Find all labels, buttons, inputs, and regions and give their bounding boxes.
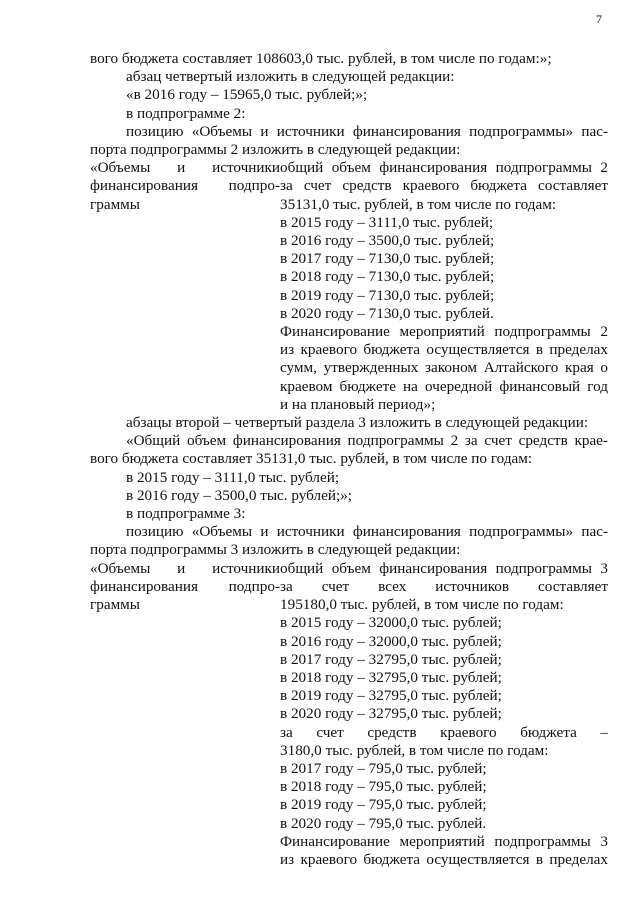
paragraph-line: порта подпрограммы 2 изложить в следующей редакции: bbox=[90, 141, 461, 159]
table-value-line: в 2020 году – 32795,0 тыс. рублей; bbox=[280, 705, 502, 723]
paragraph-line: в 2016 году – 3500,0 тыс. рублей;»; bbox=[126, 486, 353, 504]
table-value-line: в 2019 году – 795,0 тыс. рублей; bbox=[280, 796, 487, 814]
table-value-line: в 2016 году – 3500,0 тыс. рублей; bbox=[280, 232, 495, 250]
paragraph-line: в подпрограмме 2: bbox=[126, 104, 246, 122]
table-value-line: из краевого бюджета осуществляется в пределах bbox=[280, 850, 608, 868]
table-value-line: и на плановый период»; bbox=[280, 395, 436, 413]
paragraph-line: в подпрограмме 3: bbox=[126, 505, 246, 523]
table-value-line: сумм, утвержденных законом Алтайского края о bbox=[280, 359, 608, 377]
table-label-cell bbox=[90, 560, 280, 869]
table-label-line: финансирования подпро- bbox=[90, 177, 280, 195]
table-value-line: в 2018 году – 795,0 тыс. рублей; bbox=[280, 778, 487, 796]
table-value-line: в 2017 году – 7130,0 тыс. рублей; bbox=[280, 250, 495, 268]
paragraph-line: в 2015 году – 3111,0 тыс. рублей; bbox=[126, 468, 340, 486]
document-body bbox=[90, 50, 608, 869]
table-value-line: в 2020 году – 795,0 тыс. рублей. bbox=[280, 814, 487, 832]
paragraph-line: позицию «Объемы и источники финансирования подпрограммы» пас- bbox=[126, 122, 608, 140]
paragraph-line: «Общий объем финансирования подпрограммы 2 за счет средств крае- bbox=[126, 432, 608, 450]
table-value-line: Финансирование мероприятий подпрограммы 3 bbox=[280, 832, 608, 850]
table-value-line: в 2015 году – 32000,0 тыс. рублей; bbox=[280, 614, 502, 632]
paragraph-line: вого бюджета составляет 108603,0 тыс. рублей, в том числе по годам:»; bbox=[90, 50, 552, 67]
table-value-line: 195180,0 тыс. рублей, в том числе по годам: bbox=[280, 596, 564, 614]
table-value-line: в 2017 году – 795,0 тыс. рублей; bbox=[280, 759, 487, 777]
table-label-line: граммы bbox=[90, 195, 140, 213]
table-value-line: за счет всех источников составляет bbox=[280, 577, 608, 595]
table-value-line: в 2016 году – 32000,0 тыс. рублей; bbox=[280, 632, 502, 650]
passport-table-subprogram-3 bbox=[90, 560, 608, 869]
table-label-line: граммы bbox=[90, 596, 140, 614]
table-value-line: краевом бюджете на очередной финансовый год bbox=[280, 377, 608, 395]
table-label-line: «Объемы и источники bbox=[90, 159, 280, 177]
table-value-line: в 2015 году – 3111,0 тыс. рублей; bbox=[280, 213, 494, 231]
table-label-line: финансирования подпро- bbox=[90, 577, 280, 595]
paragraph-line: порта подпрограммы 3 изложить в следующей редакции: bbox=[90, 541, 461, 559]
table-value-line: 35131,0 тыс. рублей, в том числе по годам: bbox=[280, 195, 557, 213]
paragraph-line: абзацы второй – четвертый раздела 3 изложить в следующей редакции: bbox=[126, 414, 589, 432]
table-value-line: в 2017 году – 32795,0 тыс. рублей; bbox=[280, 650, 502, 668]
table-value-line: 3180,0 тыс. рублей, в том числе по годам: bbox=[280, 741, 549, 759]
table-label-line: «Объемы и источники bbox=[90, 559, 280, 577]
paragraph-line: «в 2016 году – 15965,0 тыс. рублей;»; bbox=[126, 86, 368, 104]
table-label-cell bbox=[90, 159, 280, 414]
table-value-line: в 2020 году – 7130,0 тыс. рублей. bbox=[280, 304, 494, 322]
table-value-line: общий объем финансирования подпрограммы 2 bbox=[280, 159, 608, 177]
table-value-line: из краевого бюджета осуществляется в пределах bbox=[280, 341, 608, 359]
table-value-line: в 2019 году – 32795,0 тыс. рублей; bbox=[280, 687, 502, 705]
table-value-line: за счет средств краевого бюджета составляет bbox=[280, 177, 608, 195]
paragraph-line: абзац четвертый изложить в следующей редакции: bbox=[126, 68, 455, 86]
page-number: 7 bbox=[596, 12, 602, 26]
paragraph-line: вого бюджета составляет 35131,0 тыс. рублей, в том числе по годам: bbox=[90, 450, 533, 468]
table-value-line: за счет средств краевого бюджета – bbox=[280, 723, 608, 741]
table-value-line: в 2018 году – 7130,0 тыс. рублей; bbox=[280, 268, 495, 286]
table-value-line: Финансирование мероприятий подпрограммы 2 bbox=[280, 323, 608, 341]
table-value-cell bbox=[280, 159, 608, 414]
table-value-line: в 2019 году – 7130,0 тыс. рублей; bbox=[280, 286, 495, 304]
passport-table-subprogram-2 bbox=[90, 159, 608, 414]
table-value-line: в 2018 году – 32795,0 тыс. рублей; bbox=[280, 668, 502, 686]
table-value-line: общий объем финансирования подпрограммы 3 bbox=[280, 559, 608, 577]
table-value-cell bbox=[280, 560, 608, 869]
paragraph-line: позицию «Объемы и источники финансирования подпрограммы» пас- bbox=[126, 523, 608, 541]
